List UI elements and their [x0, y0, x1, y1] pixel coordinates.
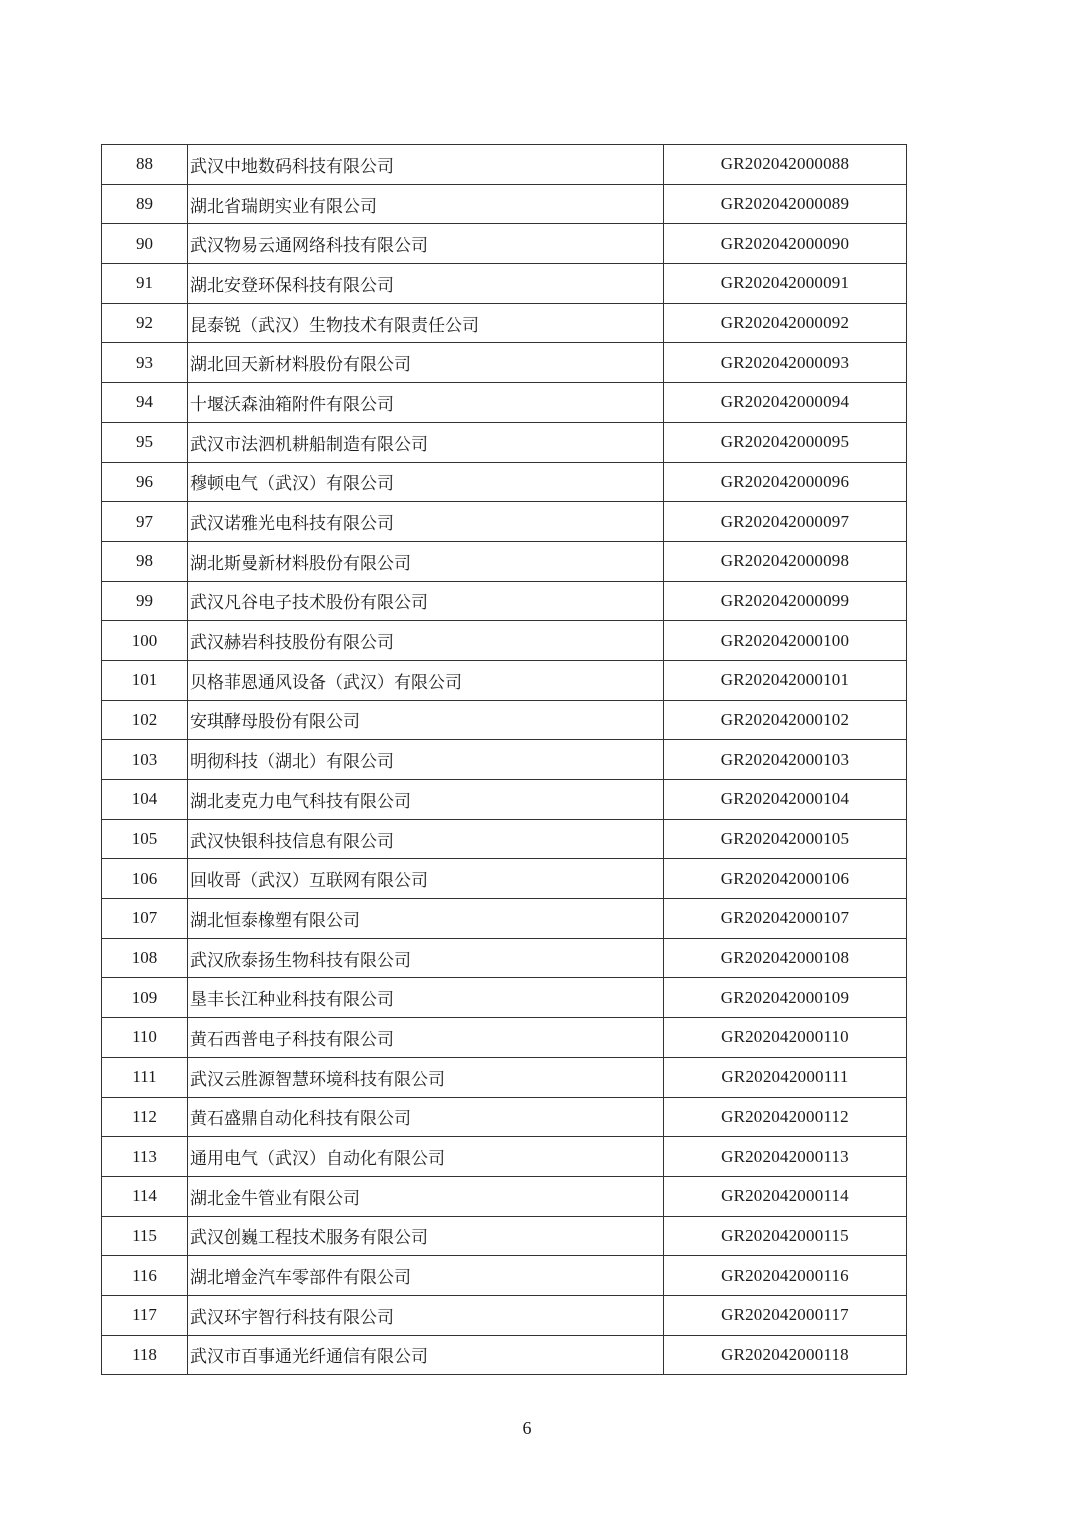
- certificate-code-cell: GR202042000107: [664, 899, 907, 939]
- table-row: [102, 1097, 907, 1137]
- row-number-cell: 110: [102, 1018, 188, 1058]
- company-name-cell: 昆泰锐（武汉）生物技术有限责任公司: [188, 303, 664, 343]
- row-number-cell: 93: [102, 343, 188, 383]
- row-number-cell: 113: [102, 1137, 188, 1177]
- row-number-cell: 99: [102, 581, 188, 621]
- certificate-code-cell: GR202042000104: [664, 780, 907, 820]
- certificate-code-cell: GR202042000118: [664, 1335, 907, 1375]
- company-name-cell: 穆顿电气（武汉）有限公司: [188, 462, 664, 502]
- certificate-code-cell: GR202042000105: [664, 819, 907, 859]
- row-number-cell: 101: [102, 660, 188, 700]
- certificate-code-cell: GR202042000100: [664, 621, 907, 661]
- row-number-cell: 109: [102, 978, 188, 1018]
- certificate-code-cell: GR202042000103: [664, 740, 907, 780]
- company-name-cell: 通用电气（武汉）自动化有限公司: [188, 1137, 664, 1177]
- row-number-cell: 104: [102, 780, 188, 820]
- company-name-cell: 武汉欣泰扬生物科技有限公司: [188, 938, 664, 978]
- company-table-body: [102, 145, 907, 1375]
- company-name-cell: 武汉快银科技信息有限公司: [188, 819, 664, 859]
- row-number-cell: 92: [102, 303, 188, 343]
- company-name-cell: 回收哥（武汉）互联网有限公司: [188, 859, 664, 899]
- table-row: [102, 145, 907, 185]
- certificate-code-cell: GR202042000102: [664, 700, 907, 740]
- company-name-cell: 黄石盛鼎自动化科技有限公司: [188, 1097, 664, 1137]
- certificate-code-cell: GR202042000115: [664, 1216, 907, 1256]
- table-row: [102, 1176, 907, 1216]
- certificate-code-cell: GR202042000114: [664, 1176, 907, 1216]
- company-name-cell: 武汉凡谷电子技术股份有限公司: [188, 581, 664, 621]
- table-row: [102, 383, 907, 423]
- table-row: [102, 224, 907, 264]
- table-row: [102, 1216, 907, 1256]
- company-name-cell: 垦丰长江种业科技有限公司: [188, 978, 664, 1018]
- page-number: 6: [522, 1418, 532, 1438]
- company-name-cell: 武汉中地数码科技有限公司: [188, 145, 664, 185]
- row-number-cell: 105: [102, 819, 188, 859]
- table-row: [102, 1057, 907, 1097]
- row-number-cell: 117: [102, 1295, 188, 1335]
- row-number-cell: 88: [102, 145, 188, 185]
- company-name-cell: 湖北金牛管业有限公司: [188, 1176, 664, 1216]
- certificate-code-cell: GR202042000108: [664, 938, 907, 978]
- certificate-code-cell: GR202042000110: [664, 1018, 907, 1058]
- certificate-code-cell: GR202042000088: [664, 145, 907, 185]
- table-row: [102, 938, 907, 978]
- company-name-cell: 湖北增金汽车零部件有限公司: [188, 1256, 664, 1296]
- certificate-code-cell: GR202042000116: [664, 1256, 907, 1296]
- company-name-cell: 黄石西普电子科技有限公司: [188, 1018, 664, 1058]
- company-name-cell: 武汉市法泗机耕船制造有限公司: [188, 422, 664, 462]
- company-name-cell: 武汉诺雅光电科技有限公司: [188, 502, 664, 542]
- certificate-code-cell: GR202042000106: [664, 859, 907, 899]
- table-row: [102, 502, 907, 542]
- certificate-code-cell: GR202042000097: [664, 502, 907, 542]
- table-row: [102, 1256, 907, 1296]
- table-row: [102, 819, 907, 859]
- row-number-cell: 114: [102, 1176, 188, 1216]
- certificate-code-cell: GR202042000093: [664, 343, 907, 383]
- certificate-code-cell: GR202042000090: [664, 224, 907, 264]
- company-name-cell: 武汉环宇智行科技有限公司: [188, 1295, 664, 1335]
- company-name-cell: 武汉创巍工程技术服务有限公司: [188, 1216, 664, 1256]
- table-row: [102, 899, 907, 939]
- row-number-cell: 106: [102, 859, 188, 899]
- table-row: [102, 978, 907, 1018]
- company-name-cell: 十堰沃森油箱附件有限公司: [188, 383, 664, 423]
- table-row: [102, 1018, 907, 1058]
- certificate-code-cell: GR202042000094: [664, 383, 907, 423]
- company-name-cell: 湖北斯曼新材料股份有限公司: [188, 541, 664, 581]
- table-row: [102, 422, 907, 462]
- row-number-cell: 100: [102, 621, 188, 661]
- company-name-cell: 湖北恒泰橡塑有限公司: [188, 899, 664, 939]
- row-number-cell: 108: [102, 938, 188, 978]
- table-row: [102, 264, 907, 304]
- company-table: [101, 144, 907, 1375]
- table-row: [102, 700, 907, 740]
- certificate-code-cell: GR202042000101: [664, 660, 907, 700]
- row-number-cell: 95: [102, 422, 188, 462]
- company-name-cell: 贝格菲恩通风设备（武汉）有限公司: [188, 660, 664, 700]
- company-name-cell: 明彻科技（湖北）有限公司: [188, 740, 664, 780]
- certificate-code-cell: GR202042000117: [664, 1295, 907, 1335]
- table-row: [102, 462, 907, 502]
- row-number-cell: 116: [102, 1256, 188, 1296]
- row-number-cell: 112: [102, 1097, 188, 1137]
- certificate-code-cell: GR202042000098: [664, 541, 907, 581]
- row-number-cell: 98: [102, 541, 188, 581]
- row-number-cell: 91: [102, 264, 188, 304]
- row-number-cell: 102: [102, 700, 188, 740]
- certificate-code-cell: GR202042000092: [664, 303, 907, 343]
- certificate-code-cell: GR202042000091: [664, 264, 907, 304]
- table-row: [102, 1295, 907, 1335]
- company-name-cell: 安琪酵母股份有限公司: [188, 700, 664, 740]
- company-name-cell: 湖北省瑞朗实业有限公司: [188, 184, 664, 224]
- company-name-cell: 武汉市百事通光纤通信有限公司: [188, 1335, 664, 1375]
- table-row: [102, 303, 907, 343]
- certificate-code-cell: GR202042000112: [664, 1097, 907, 1137]
- company-name-cell: 湖北麦克力电气科技有限公司: [188, 780, 664, 820]
- row-number-cell: 97: [102, 502, 188, 542]
- company-name-cell: 湖北安登环保科技有限公司: [188, 264, 664, 304]
- table-row: [102, 780, 907, 820]
- table-row: [102, 343, 907, 383]
- table-row: [102, 660, 907, 700]
- row-number-cell: 111: [102, 1057, 188, 1097]
- certificate-code-cell: GR202042000113: [664, 1137, 907, 1177]
- table-row: [102, 581, 907, 621]
- certificate-code-cell: GR202042000109: [664, 978, 907, 1018]
- row-number-cell: 107: [102, 899, 188, 939]
- row-number-cell: 90: [102, 224, 188, 264]
- row-number-cell: 94: [102, 383, 188, 423]
- table-row: [102, 859, 907, 899]
- table-row: [102, 1335, 907, 1375]
- row-number-cell: 89: [102, 184, 188, 224]
- company-name-cell: 武汉云胜源智慧环境科技有限公司: [188, 1057, 664, 1097]
- table-row: [102, 621, 907, 661]
- table-row: [102, 740, 907, 780]
- certificate-code-cell: GR202042000096: [664, 462, 907, 502]
- table-row: [102, 184, 907, 224]
- row-number-cell: 96: [102, 462, 188, 502]
- certificate-code-cell: GR202042000111: [664, 1057, 907, 1097]
- certificate-code-cell: GR202042000089: [664, 184, 907, 224]
- row-number-cell: 118: [102, 1335, 188, 1375]
- company-name-cell: 武汉赫岩科技股份有限公司: [188, 621, 664, 661]
- row-number-cell: 115: [102, 1216, 188, 1256]
- row-number-cell: 103: [102, 740, 188, 780]
- table-row: [102, 541, 907, 581]
- table-row: [102, 1137, 907, 1177]
- company-name-cell: 湖北回天新材料股份有限公司: [188, 343, 664, 383]
- certificate-code-cell: GR202042000095: [664, 422, 907, 462]
- certificate-code-cell: GR202042000099: [664, 581, 907, 621]
- company-name-cell: 武汉物易云通网络科技有限公司: [188, 224, 664, 264]
